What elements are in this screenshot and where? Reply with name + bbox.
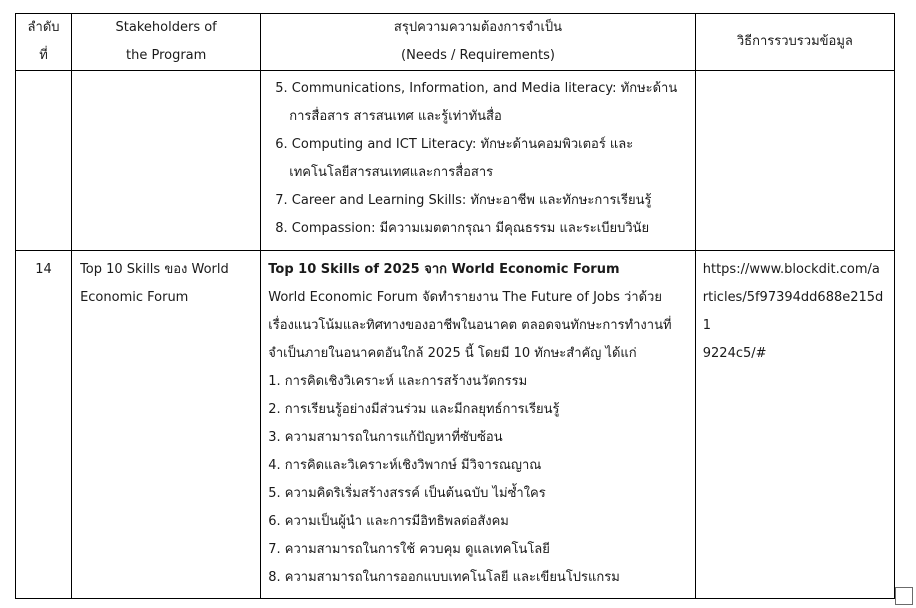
header-stakeholders-line2: the Program bbox=[126, 48, 207, 63]
list-item bbox=[275, 187, 694, 215]
list-item-line1: 5. Communications, Information, and Media literacy: ทักษะด้าน bbox=[275, 81, 678, 96]
table-row-14 bbox=[16, 251, 895, 599]
list-item bbox=[275, 215, 694, 243]
row14-stakeholder-line2: Economic Forum bbox=[80, 290, 189, 305]
list-item: 4. การคิดและวิเคราะห์เชิงวิพากษ์ มีวิจารณญาณ bbox=[268, 458, 542, 473]
continuation-method-cell bbox=[695, 71, 894, 251]
table-row-continuation bbox=[16, 71, 895, 251]
list-item: 7. ความสามารถในการใช้ ควบคุม ดูแลเทคโนโลยี bbox=[268, 542, 550, 557]
header-number bbox=[16, 14, 72, 71]
header-needs bbox=[261, 14, 695, 71]
continuation-number-cell bbox=[16, 71, 72, 251]
row14-number: 14 bbox=[16, 251, 72, 599]
header-stakeholders bbox=[72, 14, 261, 71]
list-item-line1: 6. Computing and ICT Literacy: ทักษะด้านคอมพิวเตอร์ และ bbox=[275, 137, 634, 152]
list-item: 2. การเรียนรู้อย่างมีส่วนร่วม และมีกลยุทธ์การเรียนรู้ bbox=[268, 402, 560, 417]
resize-handle[interactable] bbox=[895, 587, 913, 605]
row14-needs-para-line1: World Economic Forum จัดทำรายงาน The Future of Jobs ว่าด้วย bbox=[268, 290, 662, 305]
header-needs-line2: (Needs / Requirements) bbox=[401, 48, 555, 63]
list-item bbox=[275, 75, 694, 131]
table-header-row bbox=[16, 14, 895, 71]
row14-method bbox=[695, 251, 894, 599]
row14-needs-title: Top 10 Skills of 2025 จาก World Economic Forum bbox=[268, 262, 620, 277]
row14-needs bbox=[261, 251, 695, 599]
list-item-line2: การสื่อสาร สารสนเทศ และรู้เท่าทันสื่อ bbox=[289, 109, 502, 124]
row14-method-url-line3: 9224c5/# bbox=[702, 346, 767, 361]
row14-needs-para-line2: เรื่องแนวโน้มและทิศทางของอาชีพในอนาคต ตลอดจนทักษะการทำงานที่ bbox=[268, 318, 672, 333]
row14-stakeholder bbox=[72, 251, 261, 599]
list-item-line1: 7. Career and Learning Skills: ทักษะอาชีพ และทักษะการเรียนรู้ bbox=[275, 193, 652, 208]
list-item: 3. ความสามารถในการแก้ปัญหาที่ซับซ้อน bbox=[268, 430, 503, 445]
header-number-line2: ที่ bbox=[39, 48, 48, 63]
row14-needs-para-line3: จำเป็นภายในอนาคตอันใกล้ 2025 นี้ โดยมี 10 ทักษะสำคัญ ได้แก่ bbox=[268, 346, 637, 361]
requirements-table bbox=[15, 13, 895, 599]
list-item: 8. ความสามารถในการออกแบบเทคโนโลยี และเขียนโปรแกรม bbox=[268, 570, 620, 585]
continuation-stakeholder-cell bbox=[72, 71, 261, 251]
header-needs-line1: สรุปความความต้องการจำเป็น bbox=[393, 20, 563, 35]
header-number-line1: ลำดับ bbox=[27, 20, 60, 35]
list-item bbox=[275, 131, 694, 187]
continuation-needs-cell bbox=[261, 71, 695, 251]
row14-method-url-line2: rticles/5f97394dd688e215d1 bbox=[702, 290, 884, 333]
list-item: 6. ความเป็นผู้นำ และการมีอิทธิพลต่อสังคม bbox=[268, 514, 509, 529]
list-item-line1: 8. Compassion: มีความเมตตากรุณา มีคุณธรรม และระเบียบวินัย bbox=[275, 221, 650, 236]
continuation-list bbox=[261, 71, 694, 243]
list-item: 1. การคิดเชิงวิเคราะห์ และการสร้างนวัตกรรม bbox=[268, 374, 528, 389]
list-item-line2: เทคโนโลยีสารสนเทศและการสื่อสาร bbox=[289, 165, 494, 180]
skills-list bbox=[268, 368, 690, 592]
header-stakeholders-line1: Stakeholders of bbox=[115, 20, 217, 35]
header-method-text: วิธีการรวบรวมข้อมูล bbox=[736, 34, 853, 49]
row14-method-url-line1: https://www.blockdit.com/a bbox=[702, 262, 880, 277]
header-method bbox=[695, 14, 894, 71]
row14-stakeholder-line1: Top 10 Skills ของ World bbox=[80, 262, 229, 277]
list-item: 5. ความคิดริเริ่มสร้างสรรค์ เป็นต้นฉบับ ไม่ซ้ำใคร bbox=[268, 486, 546, 501]
